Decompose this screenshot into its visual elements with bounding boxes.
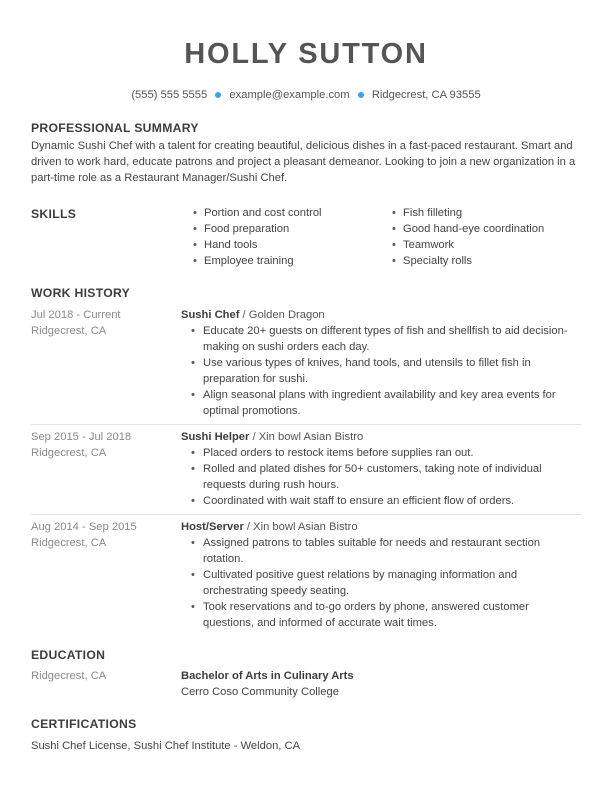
- job-bullets: [191, 445, 571, 509]
- job-title: [181, 519, 358, 535]
- separator-dot-icon: [358, 92, 364, 98]
- education-degree: Bachelor of Arts in Culinary Arts: [181, 670, 354, 682]
- job-bullet: • Align seasonal plans with ingredient availability and key area events for optimal promotions.: [191, 387, 571, 419]
- skill-item: • Employee training: [193, 253, 322, 269]
- skill-item: • Hand tools: [193, 237, 322, 253]
- job-location: Ridgecrest, CA: [31, 537, 107, 549]
- job-role: Sushi Chef: [181, 309, 240, 321]
- job-title: [181, 307, 325, 323]
- job-location: Ridgecrest, CA: [31, 325, 107, 337]
- job-bullet: • Took reservations and to-go orders by phone, answered customer questions, and informed of accurate wait times.: [191, 599, 571, 631]
- job-bullet: • Cultivated positive guest relations by managing information and orchestrating speedy seating.: [191, 567, 571, 599]
- education-heading: EDUCATION: [31, 648, 106, 662]
- certification-item: Sushi Chef License, Sushi Chef Institute - Weldon, CA: [31, 740, 301, 752]
- summary-text: Dynamic Sushi Chef with a talent for creating beautiful, delicious dishes in a fast-paced restaurant. Smart and driven to work hard, educate patrons and project a pleasant demeanor. Looking to join a new organization in a part-time role as a Restaurant Manager/Sushi Chef.: [31, 140, 576, 185]
- job-bullet: • Educate 20+ guests on different types of fish and shellfish to aid decision-making on sushi orders each day.: [191, 323, 571, 355]
- skill-item: • Portion and cost control: [193, 205, 322, 221]
- job-bullet: • Coordinated with wait staff to ensure an efficient flow of orders.: [191, 493, 571, 509]
- job-location: Ridgecrest, CA: [31, 447, 107, 459]
- candidate-name: HOLLY SUTTON: [184, 38, 428, 70]
- skill-item: • Specialty rolls: [392, 253, 544, 269]
- job-divider: [31, 424, 581, 425]
- job-role: Sushi Helper: [181, 431, 250, 443]
- phone: (555) 555 5555: [131, 89, 208, 101]
- skills-column-2: [392, 205, 544, 269]
- contact-line: [0, 89, 612, 101]
- job-bullet: • Use various types of knives, hand tools, and utensils to fillet fish in preparation for sushi.: [191, 355, 571, 387]
- job-title: [181, 429, 363, 445]
- education-location: Ridgecrest, CA: [31, 670, 107, 682]
- skill-item: • Teamwork: [392, 237, 544, 253]
- job-bullet: • Assigned patrons to tables suitable for needs and restaurant section rotation.: [191, 535, 571, 567]
- job-bullets: [191, 323, 571, 419]
- job-divider: [31, 514, 581, 515]
- job-dates: Aug 2014 - Sep 2015: [31, 521, 137, 533]
- job-employer: / Xin bowl Asian Bistro: [243, 521, 358, 533]
- skill-item: • Food preparation: [193, 221, 322, 237]
- job-bullet: • Rolled and plated dishes for 50+ customers, taking note of individual requests during rush hours.: [191, 461, 571, 493]
- summary-heading: PROFESSIONAL SUMMARY: [31, 121, 199, 135]
- job-dates: Sep 2015 - Jul 2018: [31, 431, 132, 443]
- job-role: Host/Server: [181, 521, 244, 533]
- job-employer: / Golden Dragon: [239, 309, 325, 321]
- separator-dot-icon: [215, 92, 221, 98]
- location: Ridgecrest, CA 93555: [371, 89, 481, 101]
- job-bullets: [191, 535, 571, 631]
- skill-item: • Good hand-eye coordination: [392, 221, 544, 237]
- job-bullet: • Placed orders to restock items before supplies ran out.: [191, 445, 571, 461]
- skill-item: • Fish filleting: [392, 205, 544, 221]
- email: example@example.com: [229, 89, 350, 101]
- certifications-heading: CERTIFICATIONS: [31, 717, 137, 731]
- education-school: Cerro Coso Community College: [181, 686, 339, 698]
- work-history-heading: WORK HISTORY: [31, 286, 131, 300]
- skills-column-1: [193, 205, 322, 269]
- job-employer: / Xin bowl Asian Bistro: [249, 431, 364, 443]
- skills-heading: SKILLS: [31, 207, 77, 221]
- job-dates: Jul 2018 - Current: [31, 309, 121, 321]
